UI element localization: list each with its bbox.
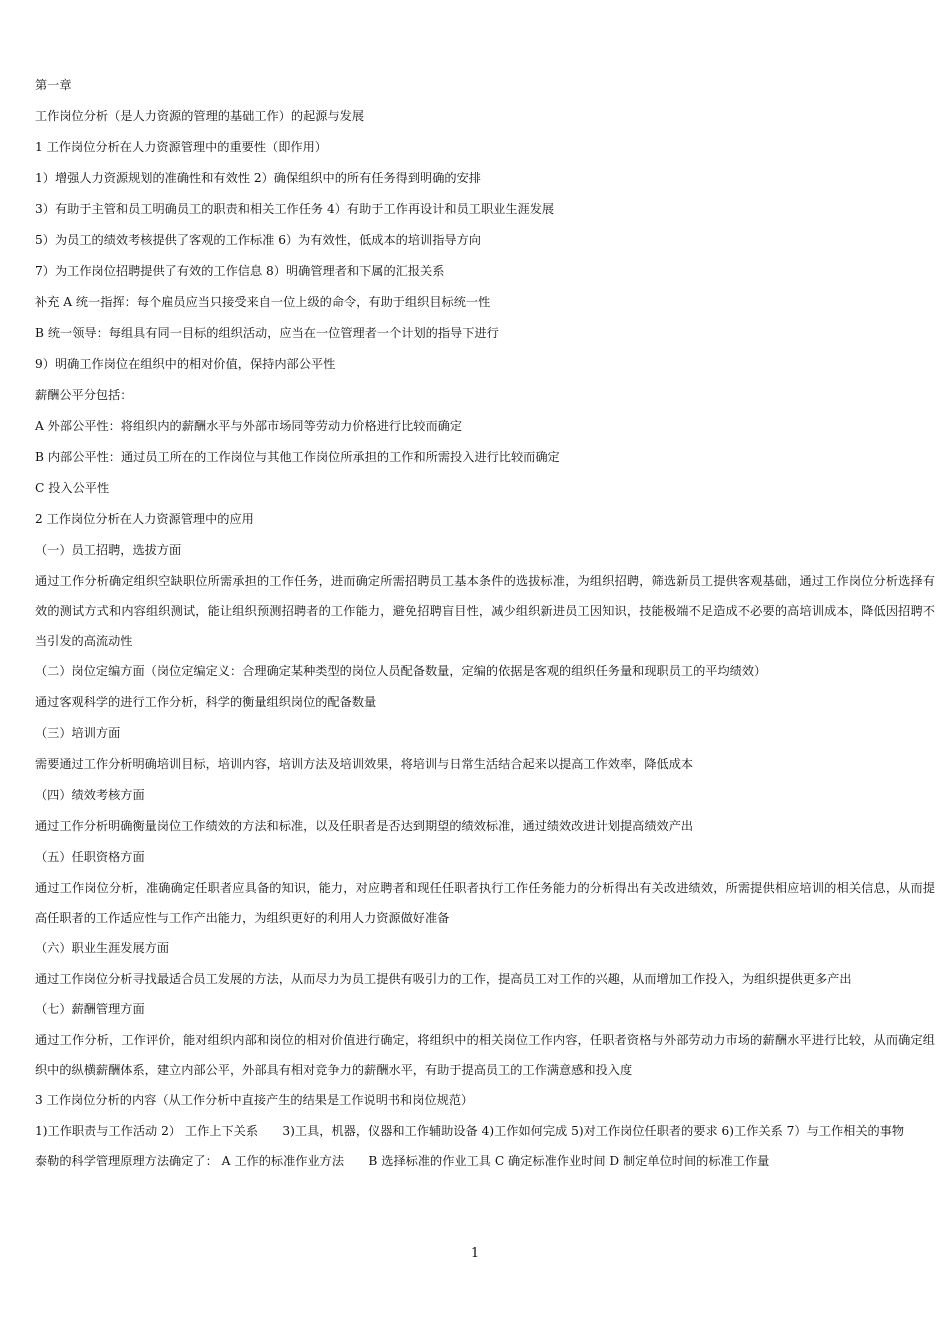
text-line: 9）明确工作岗位在组织中的相对价值，保持内部公平性 (35, 357, 336, 371)
text-line: 2 工作岗位分析在人力资源管理中的应用 (35, 512, 254, 526)
text-line: （三）培训方面 (35, 726, 121, 740)
text-line: 3）有助于主管和员工明确员工的职责和相关工作任务 4）有助于工作再设计和员工职业生涯发展 (35, 202, 555, 216)
text-line: 7）为工作岗位招聘提供了有效的工作信息 8）明确管理者和下属的汇报关系 (35, 264, 445, 278)
text-line: （一）员工招聘，选拔方面 (35, 543, 182, 557)
body-paragraph: 通过工作分析确定组织空缺职位所需承担的工作任务，进而确定所需招聘员工基本条件的选拔标准，为组织招聘，筛选新员工提供客观基础，通过工作岗位分析选择有效的测试方式和内容组织测试，能让组织预测招聘者的工作能力，避免招聘盲目性，减少组织新进员工因知识，技能极端不足造成不必要的高培训成本，降低因招聘不当引发的高流动性 (35, 574, 935, 648)
text-line: A 外部公平性：将组织内的薪酬水平与外部市场同等劳动力价格进行比较而确定 (35, 419, 463, 433)
text-line: 3 工作岗位分析的内容（从工作分析中直接产生的结果是工作说明书和岗位规范） (35, 1093, 474, 1107)
document-body (35, 70, 935, 1177)
page-number: 1 (470, 1246, 480, 1261)
text-line: （二）岗位定编方面（岗位定编定义：合理确定某种类型的岗位人员配备数量，定编的依据是客观的组织任务量和现职员工的平均绩效） (35, 664, 767, 678)
text-line: 工作岗位分析（是人力资源的管理的基础工作）的起源与发展 (35, 109, 365, 123)
body-paragraph: 通过工作分析，工作评价，能对组织内部和岗位的相对价值进行确定，将组织中的相关岗位工作内容，任职者资格与外部劳动力市场的薪酬水平进行比较，从而确定组织中的纵横薪酬体系，建立内部公平，外部具有相对竞争力的薪酬水平，有助于提高员工的工作满意感和投入度 (35, 1033, 935, 1077)
text-line: 1 工作岗位分析在人力资源管理中的重要性（即作用） (35, 140, 327, 154)
text-line: 通过客观科学的进行工作分析，科学的衡量组织岗位的配备数量 (35, 695, 377, 709)
text-line: 1）增强人力资源规划的准确性和有效性 2）确保组织中的所有任务得到明确的安排 (35, 171, 481, 185)
text-line: （五）任职资格方面 (35, 850, 145, 864)
body-paragraph: 通过工作岗位分析，准确确定任职者应具备的知识，能力，对应聘者和现任任职者执行工作任务能力的分析得出有关改进绩效，所需提供相应培训的相关信息，从而提高任职者的工作适应性与工作产出能力，为组织更好的利用人力资源做好准备 (35, 881, 935, 925)
text-line: B 统一领导：每组具有同一目标的组织活动，应当在一位管理者一个计划的指导下进行 (35, 326, 499, 340)
text-line: 通过工作分析明确衡量岗位工作绩效的方法和标准，以及任职者是否达到期望的绩效标准，通过绩效改进计划提高绩效产出 (35, 819, 694, 833)
text-line: C 投入公平性 (35, 481, 110, 495)
text-line: B 内部公平性：通过员工所在的工作岗位与其他工作岗位所承担的工作和所需投入进行比较而确定 (35, 450, 560, 464)
body-paragraph: 通过工作岗位分析寻找最适合员工发展的方法，从而尽力为员工提供有吸引力的工作，提高员工对工作的兴趣，从而增加工作投入，为组织提供更多产出 (35, 972, 852, 986)
text-line: （六）职业生涯发展方面 (35, 941, 170, 955)
text-line: 第一章 (35, 78, 72, 92)
text-line: 补充 A 统一指挥：每个雇员应当只接受来自一位上级的命令，有助于组织目标统一性 (35, 295, 491, 309)
text-line: 需要通过工作分析明确培训目标，培训内容，培训方法及培训效果，将培训与日常生活结合起来以提高工作效率，降低成本 (35, 757, 694, 771)
text-line: 薪酬公平分包括： (35, 388, 133, 402)
text-line: 5）为员工的绩效考核提供了客观的工作标准 6）为有效性，低成本的培训指导方向 (35, 233, 481, 247)
text-line: （七）薪酬管理方面 (35, 1002, 145, 1016)
text-line: （四）绩效考核方面 (35, 788, 145, 802)
text-line: 泰勒的科学管理原理方法确定了： A 工作的标准作业方法 B 选择标准的作业工具 C 确定标准作业时间 D 制定单位时间的标准工作量 (35, 1154, 770, 1168)
body-paragraph: 1)工作职责与工作活动 2） 工作上下关系 3)工具，机器，仪器和工作辅助设备 4)工作如何完成 5)对工作岗位任职者的要求 6)工作关系 7）与工作相关的事物 (35, 1124, 905, 1138)
